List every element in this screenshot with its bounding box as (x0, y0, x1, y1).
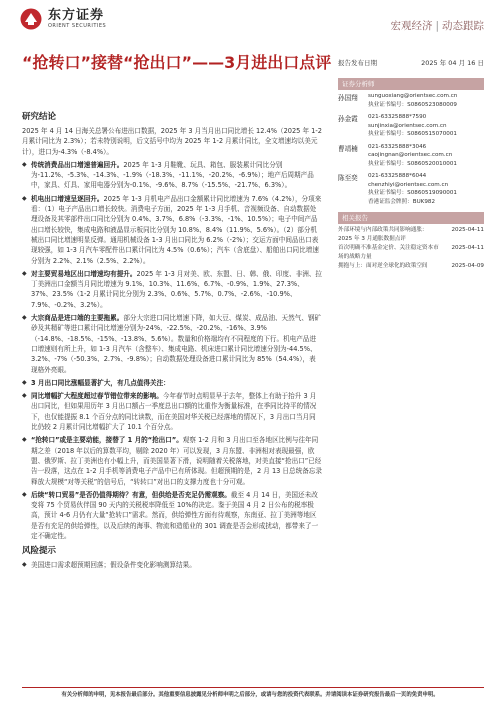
analyst-info-line: 021-63325888*3046 (368, 143, 427, 150)
orient-logo-icon (20, 8, 42, 30)
analyst-entry (338, 113, 484, 139)
analyst-list (338, 92, 484, 206)
analyst-info-line: 执业证书编号：S0860515070001 (368, 131, 457, 137)
bullet-body: 部分大宗进口同比增速下降，如大豆、煤炭、成品油、天然气、钢矿砂及其精矿等进口累计同比增速分别为-24%、-22.5%、-20.2%、-16%、3.9%（-14.8%、-18.5%、-15%、-13.8%、5.6%）。数量和价格端均有不同程度的下行。机电产品进口增速则有所上升，如 1-3 月汽车（含整车）、集成电路、机床进口累计同比增速分别为-44.5%、3.2%、-7%（-50.3%、2.7%、-9.8%）；自动数据处理设备进口累计同比为 85%（54.4%），表现格外亮眼。 (31, 314, 322, 374)
bullet-lead: 机电出口增速呈逐回升。 (31, 194, 104, 203)
bullet-icon: ◆ (22, 378, 27, 386)
company-logo (20, 8, 106, 30)
bullet-lead: 3 月出口同比涨幅显著扩大，有几点值得关注： (31, 378, 170, 387)
risk-list (22, 560, 322, 570)
bullet-body: 2025 年 1-3 月对美、欧、东盟、日、韩、俄、印度、非洲、拉丁美洲出口金额当月同比增速为 9.1%、10.3%、11.6%、6.7%、-0.9%、1.9%、27.3%、37%、23.5%（1-2 月累计同比分别为 2.3%、0.6%、5.7%、0.7%、-2.6%、-10.9%、7.9%、-0.2%、3.2%）。 (31, 269, 322, 309)
bullet-icon: ◆ (22, 490, 27, 498)
bullet-lead: 对主要贸易地区出口增速均有提升。 (31, 269, 137, 278)
bullet-text (31, 490, 322, 541)
intro-paragraph: 2025 年 4 月 14 日海关总署公布进出口数据，2025 年 3 月当月出口同比增长 12.4%（2025 年 1-2 月累计同比为 2.3%）；若未特别说明，后文括号中均为 2025 年 1-2 月累计同比，全文增速均以美元计），进口为-4.3%（-8.4%）。 (22, 127, 322, 156)
bullet-body: 今年春节时点明显早于去年，整体上有助于抬升 3 月出口同比，但如果用历年 3 月出口额占一季度总出口额的比重作为衡量标准，在季同比持平的情况下，也仅能提振 8.1 个百分点的同比读数，而在美国对华关税已经落地的情况下，3 月出口当月同比仍较 2 月累计同比增幅扩大了 10.1 个百分点。 (31, 392, 317, 432)
report-header (0, 0, 500, 48)
related-report-link[interactable] (338, 226, 484, 235)
bullet-text (31, 378, 170, 388)
bullet-item (22, 378, 322, 388)
bullet-item (22, 490, 322, 541)
analyst-entry (338, 172, 484, 206)
bullet-lead: 大宗商品是进口端的主要拖累。 (31, 314, 124, 323)
analyst-info-line: 执业证书编号：S0860523080009 (368, 101, 457, 108)
bullet-list (22, 160, 322, 541)
related-report-date: 2025-04-09 (451, 263, 484, 269)
bullet-text (31, 313, 322, 375)
bullet-icon: ◆ (22, 436, 27, 444)
bullet-text (31, 194, 322, 266)
analyst-entry (338, 143, 484, 169)
bullet-lead: 传统消费品出口增速普遍回升。 (31, 160, 124, 169)
bullet-icon: ◆ (22, 269, 27, 277)
logo-en-text: ORIENT SECURITIES (48, 23, 107, 29)
analysts-heading: 证券分析师 (338, 78, 484, 90)
bullet-item (22, 391, 322, 432)
section-heading-conclusion: 研究结论 (22, 112, 57, 122)
bullet-icon: ◆ (22, 160, 27, 168)
bullet-text (31, 269, 322, 310)
bullet-body: 截至 4 月 14 日，美国还未改变将 75 个贸易伙伴国 90 天内的关税税率降低至 10%的决定。鉴于美国 4 月 2 日公布的税率极高，预计 4-6 月仍有大量“抢转口”需求。然而，供给弹性方面有待观察，东南亚、拉丁美洲等地区是否有充足的供给弹性，以及后续的海事、物流和造船业的 301 调查是否会形成扰动，都带来了一定不确定性。 (31, 490, 319, 540)
bullet-text (31, 391, 322, 432)
related-report-link[interactable] (338, 262, 484, 271)
bullet-icon: ◆ (22, 392, 27, 400)
related-report-title: 场的战略力量 (338, 254, 372, 260)
related-list (338, 226, 484, 271)
bullet-icon: ◆ (22, 194, 27, 202)
bullet-icon: ◆ (22, 314, 27, 322)
sidebar (338, 78, 484, 271)
bullet-icon: ◆ (22, 561, 27, 569)
analyst-entry (338, 92, 484, 109)
footer-rule (22, 687, 484, 688)
analyst-name: 孙金霞 (338, 115, 358, 123)
related-report-title: 拥抱与上：面对逆全球化的政策空间 (338, 263, 428, 269)
related-report-link[interactable] (338, 235, 484, 244)
bullet-lead: “抢转口”或是主要动能，接替了 1 月的“抢出口”。 (31, 436, 183, 445)
related-report-link[interactable] (338, 253, 484, 262)
report-category: 宏观经济 | 动态跟踪 (390, 20, 484, 32)
report-date-label: 报告发布日期 (338, 59, 377, 67)
footer-disclaimer: 有关分析师的申明，见本报告最后部分。其他重要信息披露见分析师申明之后部分，或请与您的投资代表联系。并请阅读本证券研究报告最后一页的免责申明。 (61, 692, 439, 698)
report-title: “抢转口”接替“抢出口”——3月进出口点评 (22, 53, 332, 72)
category-label: 宏观经济 (390, 20, 433, 32)
bullet-body: 2025 年 1-3 月机电产品出口金额累计同比增速为 7.6%（4.2%），分项来看：（1）电子产品出口增长较快。消费电子方面，2025 年 1-3 月手机、音视频设备、自动数据处理设备及其零部件出口同比分别为 0.4%、3.7%、6.8%（-3.3%、-1%、10.5%）；电子中间产品出口增长较快，集成电路和液晶显示板同比分别为 10.8%、8.4%（11.9%、5.6%）。（2）部分机械出口同比增速明显反弹。通用机械设备 1-3 月出口同比为 6.2%（-2%）；交运方面中间品出口表现较强，如 1-3 月汽车零配件出口累计同比为 4.5%（0.6%）；汽车（含底盘）、船舶出口同比增速分别为 2.2%、2.1%（2.5%、2.2%）。 (31, 194, 322, 265)
bullet-item (22, 313, 322, 375)
main-content (22, 110, 322, 574)
bullet-item (22, 435, 322, 486)
analyst-info-line: 021-63325888*7590 (368, 114, 427, 120)
risk-text: 美国进口需求超预期回落；假设条件变化影响测算结果。 (31, 561, 196, 570)
bullet-item (22, 194, 322, 266)
analyst-email-link[interactable]: chenzhiyi@orientsec.com.cn (368, 181, 449, 188)
analyst-info-line: 香港证监会牌照：BUK982 (368, 198, 436, 205)
analyst-info (368, 113, 457, 139)
analyst-email-link[interactable]: sunguoxiang@orientsec.com.cn (368, 93, 458, 99)
analyst-name: 孙国翔 (338, 94, 358, 102)
related-heading: 相关报告 (338, 212, 484, 224)
bullet-body: 2025 年 1-3 月鞋靴、玩具、箱包、服装累计同比分别为-11.2%、-5.3%、-14.3%、-1.9%（-18.3%、-11.1%、-20.2%、-6.9%）；地产后周期产品中，家具、灯具、家用电器分别为-0.1%、-9.6%、8.7%（-15.5%、-21.7%、6.3%）。 (31, 160, 314, 190)
analyst-info (368, 143, 457, 169)
logo-cn-text: 东方证券 (48, 8, 105, 23)
analyst-info-line: 执业证书编号：S0860520010001 (368, 160, 457, 167)
related-report-title: 首次明确不准基金定价、关注稳定资本市 (338, 245, 439, 251)
bullet-lead: 同比增幅扩大程度超过春节错位带来的影响。 (31, 392, 163, 401)
section-heading-risk: 风险提示 (22, 546, 57, 557)
analyst-name: 陈至奕 (338, 174, 358, 182)
risk-item (22, 560, 322, 570)
analyst-info-line: 执业证书编号：S0860519090001 (368, 190, 457, 196)
bullet-item (22, 160, 322, 191)
report-date (338, 58, 484, 67)
related-report-date: 2025-04-11 (451, 227, 484, 233)
analyst-email-link[interactable]: caojingnan@orientsec.com.cn (368, 152, 453, 158)
bullet-body: 观察 1-2 月和 3 月出口至各地区比例与往年同期之差（2018 年以后的算数平均，剔除 2020 年）可以发现，3 月东盟、非洲相对表现最强，欧盟、俄罗斯、拉丁美洲也有小幅上升，而美国显著下滑，说明随着关税落地，对美直接“抢出口”已经告一段落，这点在 1-2 月手机等消费电子产品中已有所体现。但超预期的是，2 月 13 日总统备忘录释放大规模“对等关税”的信号后，“转转口”对出口的支撑力度也十分可观。 (31, 436, 322, 486)
report-date-value: 2025 年 04 月 16 日 (421, 59, 484, 67)
bullet-text (31, 435, 322, 486)
analyst-info-line: 021-63325888*6044 (368, 173, 427, 179)
related-report-title: 外部环境与内部政策共同影响通胀： (338, 227, 428, 233)
related-report-link[interactable] (338, 244, 484, 253)
related-report-date: 2025-04-11 (451, 245, 484, 251)
bullet-item (22, 269, 322, 310)
analyst-info (368, 92, 457, 109)
analyst-name: 曹靖楠 (338, 144, 358, 153)
bullet-lead: 后续“转口贸易”是否仍值得期待？有意，但供给是否充足仍需观察。 (31, 490, 231, 499)
analyst-email-link[interactable]: sunjinxia@orientsec.com.cn (368, 122, 447, 129)
subcategory-label: 动态跟踪 (442, 20, 484, 32)
analyst-info (368, 172, 457, 206)
related-report-title: 2025 年 3 月通胀数据点评 (338, 236, 406, 242)
bullet-text (31, 160, 322, 191)
